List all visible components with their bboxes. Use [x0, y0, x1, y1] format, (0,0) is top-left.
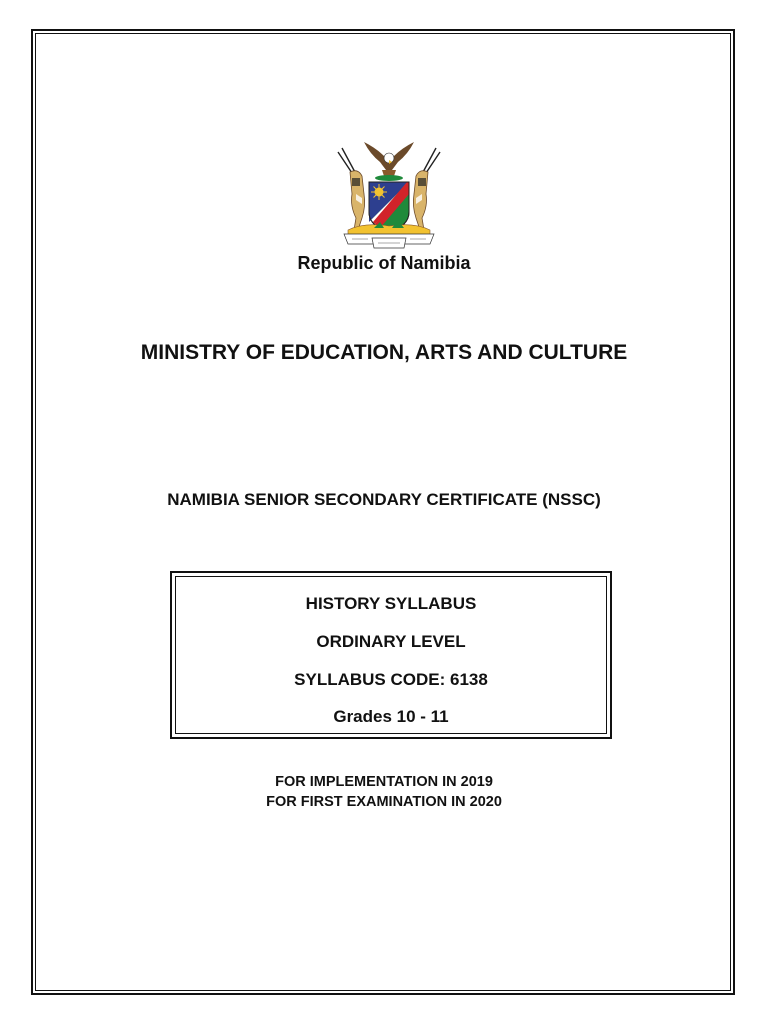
syllabus-level: ORDINARY LEVEL — [316, 632, 466, 651]
coat-of-arms-icon — [334, 134, 444, 250]
eagle-icon — [364, 142, 414, 176]
country-name: Republic of Namibia — [297, 253, 471, 273]
left-oryx-icon — [338, 148, 365, 230]
motto-ribbon-icon — [344, 234, 434, 248]
syllabus-grades: Grades 10 - 11 — [333, 707, 449, 726]
certificate-title: NAMIBIA SENIOR SECONDARY CERTIFICATE (NSSC) — [167, 490, 601, 509]
ministry-title: MINISTRY OF EDUCATION, ARTS AND CULTURE — [140, 341, 628, 364]
syllabus-code: SYLLABUS CODE: 6138 — [294, 670, 488, 689]
first-examination-year: FOR FIRST EXAMINATION IN 2020 — [266, 794, 502, 810]
syllabus-info-box — [170, 571, 612, 739]
implementation-year: FOR IMPLEMENTATION IN 2019 — [275, 774, 493, 790]
right-oryx-icon — [413, 148, 440, 230]
syllabus-subject: HISTORY SYLLABUS — [305, 594, 477, 613]
